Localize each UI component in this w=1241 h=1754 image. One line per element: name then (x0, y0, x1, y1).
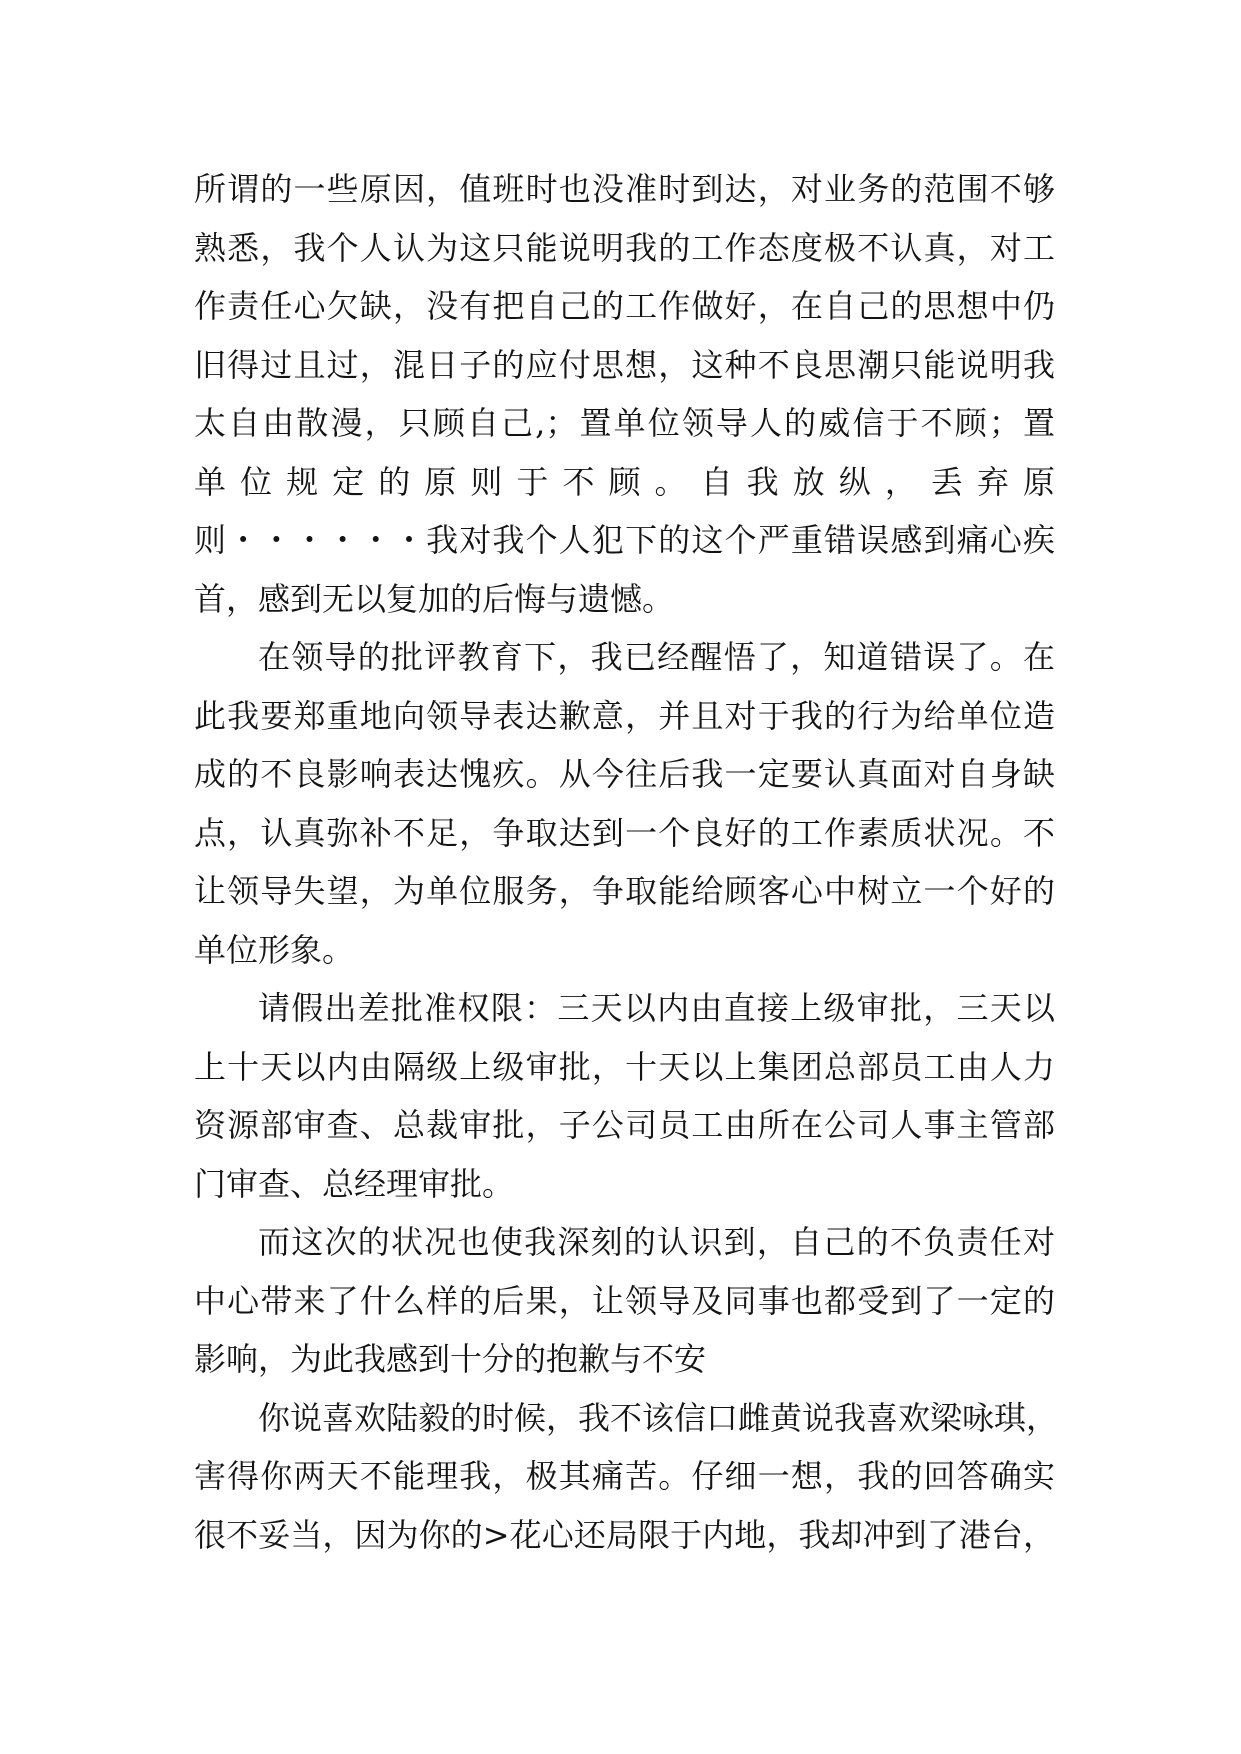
text-line: 上十天以内由隔级上级审批，十天以上集团总部员工由人力 (194, 1047, 1055, 1086)
text-line: 很不妥当，因为你的>花心还局限于内地，我却冲到了港台， (194, 1515, 1055, 1554)
paragraph (194, 979, 1055, 1213)
text-line: 你说喜欢陆毅的时候，我不该信口雌黄说我喜欢梁咏琪， (258, 1398, 1059, 1437)
text-line: 太自由散漫，只顾自己,；置单位领导人的威信于不顾；置 (194, 404, 1055, 442)
text-line: 让领导失望，为单位服务，争取能给顾客心中树立一个好的 (194, 872, 1055, 910)
paragraph (194, 1389, 1059, 1565)
text-line: 成的不良影响表达愧疚。从今往后我一定要认真面对自身缺 (194, 755, 1055, 793)
text-line: 旧得过且过，混日子的应付思想，这种不良思潮只能说明我 (194, 345, 1055, 384)
text-line: 单位规定的原则于不顾。自我放纵，丢弃原 (194, 462, 1055, 501)
text-line: 请假出差批准权限：三天以内由直接上级审批，三天以 (258, 989, 1055, 1027)
text-line: 作责任心欠缺，没有把自己的工作做好，在自己的思想中仍 (194, 287, 1055, 325)
text-line: 首，感到无以复加的后悔与遗憾。 (194, 579, 675, 618)
paragraph (194, 628, 1055, 979)
text-line: 此我要郑重地向领导表达歉意，并且对于我的行为给单位造 (194, 696, 1055, 735)
text-line: 而这次的状况也使我深刻的认识到，自己的不负责任对 (258, 1223, 1055, 1261)
text-line: 则・・・・・・我对我个人犯下的这个严重错误感到痛心疾 (194, 521, 1055, 559)
document-body (194, 160, 1059, 1564)
text-line: 门审查、总经理审批。 (194, 1164, 515, 1203)
text-line: 中心带来了什么样的后果，让领导及同事也都受到了一定的 (194, 1281, 1055, 1320)
text-line: 点，认真弥补不足，争取达到一个良好的工作素质状况。不 (194, 813, 1055, 852)
text-line: 单位形象。 (194, 930, 355, 969)
text-line: 资源部审查、总裁审批，子公司员工由所在公司人事主管部 (194, 1106, 1055, 1144)
text-line: 在领导的批评教育下，我已经醒悟了，知道错误了。在 (258, 638, 1055, 676)
paragraph (194, 1213, 1055, 1389)
text-line: 影响，为此我感到十分的抱歉与不安 (194, 1340, 707, 1378)
text-line: 所谓的一些原因，值班时也没准时到达，对业务的范围不够 (194, 170, 1055, 208)
paragraph (194, 160, 1055, 628)
text-line: 熟悉，我个人认为这只能说明我的工作态度极不认真，对工 (194, 228, 1055, 267)
text-line: 害得你两天不能理我，极其痛苦。仔细一想，我的回答确实 (194, 1457, 1055, 1495)
